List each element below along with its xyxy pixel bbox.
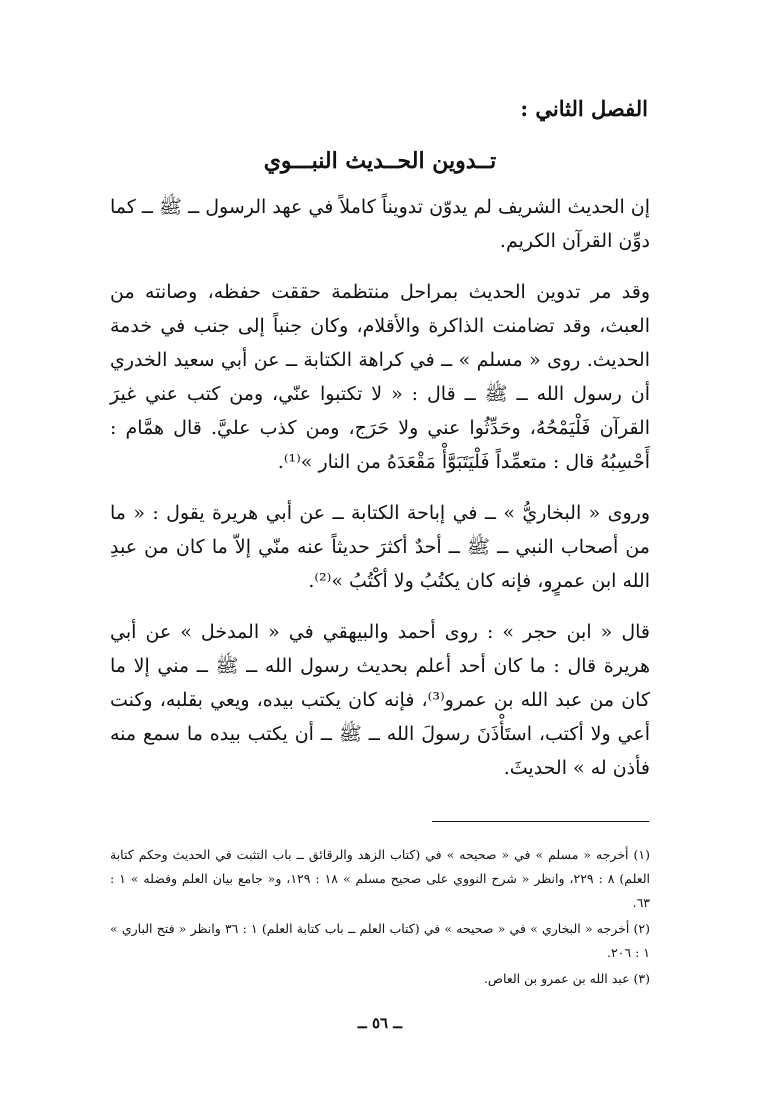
main-text <box>110 190 650 802</box>
footnote-3: (٣) عبد الله بن عمرو بن العاص. <box>483 971 650 986</box>
page-number: ــ ٥٦ ــ <box>357 1014 403 1032</box>
footnote-1: (١) أخرجه « مسلم » في « صحيحه » في (كتاب الزهد والرقائق ــ باب التثبت في الحديث وحكم كتابة العلم) ٨ : ٢٢٩، وانظر « شرح النووي على صحيح مسلم » ١٨ : ١٢٩، و« جامع بيان العلم وفضله » ١ : ٦٣. <box>110 847 651 910</box>
footnote-2: (٢) أخرجه « البخاري » في « صحيحه » في (كتاب العلم ــ باب كتابة العلم) ١ : ٣٦ وانظر « فتح الباري » ١ : ٢٠٦. <box>110 921 650 960</box>
footnote-divider <box>432 821 649 822</box>
footnotes <box>110 843 650 993</box>
chapter-label: الفصل الثاني : <box>520 96 648 121</box>
paragraph: وروى « البخاريُّ » ــ في إباحة الكتابة ــ عن أبي هريرة يقول : « ما من أصحاب النبي ــ ﷺ ــ أحدٌ أكثرَ حديثاً عنه منّي إلاّ ما كان من عبدِ الله ابن عمرٍو، فإنه كان يكتُبُ ولا أكْتُبُ »⁽²⁾. <box>110 502 650 592</box>
paragraph: وقد مر تدوين الحديث بمراحل منتظمة حققت حفظه، وصانته من العبث، وقد تضامنت الذاكرة والأقلام، وكان جنباً إلى جنب في خدمة الحديث. روى « مسلم » ــ في كراهة الكتابة ــ عن أبي سعيد الخدري أن رسول الله ــ ﷺ ــ قال : « لا تكتبوا عنّي، ومن كتب عني غيرَ القرآن فَلْيَمْحُهُ، وحَدِّثُوا عني ولا حَرَج، ومن كذب عليَّ. قال همَّام : أَحْسِبُهُ قال : متعمِّداً فَلْيَتَبَوَّأْ مَقْعَدَهُ من النار »⁽¹⁾. <box>110 281 650 473</box>
paragraph: إن الحديث الشريف لم يدوّن تدويناً كاملاً في عهد الرسول ــ ﷺ ــ كما دوِّن القرآن الكريم. <box>110 196 650 252</box>
section-title: تــدوين الحــديث النبـــوي <box>263 148 497 174</box>
paragraph: قال « ابن حجر » : روى أحمد والبيهقي في « المدخل » عن أبي هريرة قال : ما كان أحد أعلم بحديث رسول الله ــ ﷺ ــ مني إلا ما كان من عبد الله بن عمرو⁽³⁾، فإنه كان يكتب بيده، ويعي بقلبه، وكنت أعي ولا أكتب، استَأْذَنَ رسولَ الله ــ ﷺ ــ أن يكتب بيده ما سمع منه فأذن له » الحديثَ. <box>110 621 650 779</box>
